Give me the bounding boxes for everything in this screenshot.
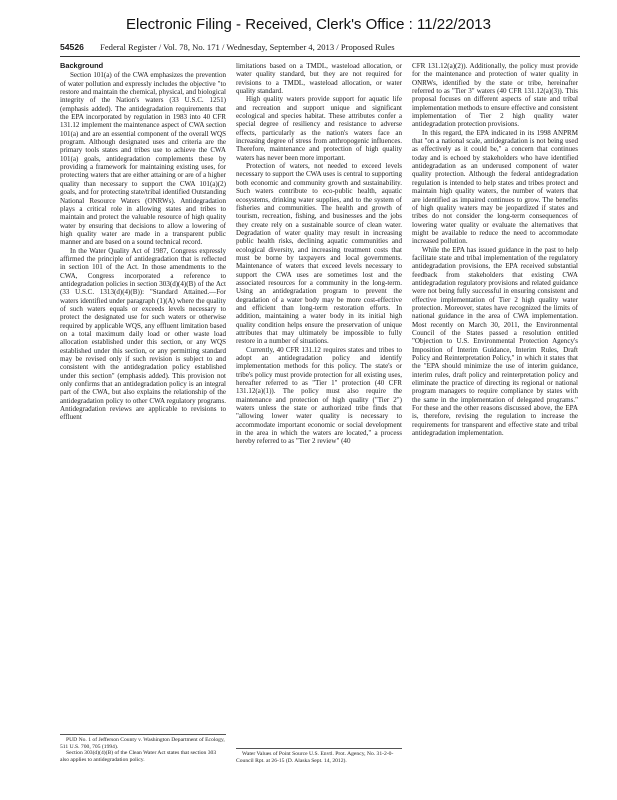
footnotes-column-2	[236, 748, 402, 781]
footnote: Water Values of Point Source U.S. Envtl. Prot. Agency, No. 31-2-0-Council Rpt. at 26-15 (D. Alaska Sept. 14, 2012).	[236, 751, 394, 764]
footnote: PUD No. 1 of Jefferson County v. Washington Department of Ecology, 511 U.S. 700, 705 (1994).	[60, 737, 225, 750]
footnotes-column-1	[60, 734, 226, 785]
running-head: Federal Register / Vol. 78, No. 171 / Wednesday, September 4, 2013 / Proposed Rules	[100, 42, 395, 52]
column-2	[236, 62, 402, 780]
paragraph: In the Water Quality Act of 1987, Congress expressly affirmed the principle of antidegradation that is reflected in section 101 of the Act. In those amendments to the CWA, Congress incorporated a reference to antidegradation policies in section 303(d)(4)(B) of the Act (33 U.S.C. 1313(d)(4)(B)): "Standard Attained.—For waters identified under paragraph (1)(A) where the quality of such waters equals or exceeds levels necessary to protect the designated use for such waters or otherwise required by applicable WQS, any effluent limitation based on a total maximum daily load or other waste load allocation established under this section, or any WQS established under this section, or any permitting standard may be revised only if such revision is subject to and consistent with the antidegradation policy established under this section" (emphasis added). This provision not only confirms that an antidegradation policy is an integral part of the CWA, but also explains the relationship of the antidegradation policy to other CWA regulatory programs. Antidegradation reviews are applicable to revisions to effluent	[60, 246, 226, 422]
footnote: Section 303(d)(4)(B) of the Clean Water Act states that section 303 also applies to antidegradation policy.	[60, 750, 217, 764]
paragraph: In this regard, the EPA indicated in its 1998 ANPRM that "on a national scale, antidegradation is not being used as effectively as it could be," a concern that continues today and is echoed by stakeholders who have identified antidegradation as an underused component of water quality protection. Although the federal antidegradation regulation is intended to help states and tribes protect and maintain high quality waters, the number of waters that are identified as impaired continues to grow. The benefits of high quality waters may be jeopardized if states and tribes do not consider the long-term consequences of lowering water quality or evaluate the alternatives that might be available to reduce the need to accommodate increased pollution.	[412, 128, 578, 246]
paragraph: Protection of waters, not needed to exceed levels necessary to support the CWA uses is central to supporting both economic and community growth and sustainability. Such waters contribute to eco-public health, aquatic ecosystems, drinking water supplies, and to the system of fisheries and communities. The health and growth of tourism, recreation, fishing, and businesses and the jobs they create rely on a sustainable source of clean water. Degradation of water quality may result in increasing public health risks, declining aquatic communities and ecological diversity, and increasing treatment costs that must be borne by taxpayers and local governments. Maintenance of waters that exceed levels necessary to support the CWA uses are sometimes lost and the associated resources for a community in the long-term. Using an antidegradation program to prevent the degradation of a water body may be more cost-effective and efficient than long-term restoration efforts. In addition, maintaining a water body in its initial high quality condition helps ensure the preservation of unique attributes that may ultimately be impossible to fully restore in a number of situations.	[236, 162, 402, 346]
paragraph: CFR 131.12(a)(2)). Additionally, the policy must provide for the maintenance and protection of water quality in ONRWs, identified by the state or tribe, hereinafter referred to as "Tier 3" waters (40 CFR 131.12(a)(3)). This proposal focuses on different aspects of state and tribal implementation methods to ensure effective and consistent implementation of Tier 2 high quality water antidegradation protection provisions.	[412, 62, 578, 129]
column-1	[60, 62, 226, 780]
paragraph: limitations based on a TMDL, wasteload allocation, or water quality standard, but they are not required for revisions to a TMDL, wasteload allocation, or water quality standard.	[236, 62, 402, 96]
paragraph: While the EPA has issued guidance in the past to help facilitate state and tribal implementation of the regulatory antidegradation provisions, the EPA received substantial feedback from stakeholders that existing CWA antidegradation regulatory provisions and related guidance were not being fully successful in ensuring consistent and effective implementation of Tier 2 high quality water protection. Moreover, states have recognized the limits of national guidance in the area of CWA implementation. Most recently on March 30, 2011, the Environmental Council of the States passed a resolution entitled "Objection to U.S. Environmental Protection Agency's Imposition of Interim Guidance, Interim Rules, Draft Policy and Reinterpretation Policy," in which it states that the "EPA should minimize the use of interim guidance, interim rules, draft policy and reinterpretation policy and eliminate the practice of directing its regional or national program managers to require compliance by states with the same in the implementation of delegated programs." For these and the other reasons discussed above, the EPA is, therefore, revising the regulation to increase the requirements for transparent and effective state and tribal antidegradation implementation.	[412, 245, 578, 438]
paragraph: Section 101(a) of the CWA emphasizes the prevention of water pollution and expressly includes the objective "to restore and maintain the chemical, physical, and biological integrity of the Nation's waters (33 U.S.C. 1251) (emphasis added). The antidegradation requirements that the EPA incorporated by regulation in 1983 into 40 CFR 131.12 implement the maintenance aspect of CWA section 101(a) and are an essential component of the overall WQS program. Although designated uses and criteria are the primary tools states and tribes use to achieve the CWA 101(a) goals, antidegradation complements these by providing a framework for maintaining existing uses, for protecting waters that are either attaining or are of a higher quality than necessary to support the CWA 101(a)(2) goals, and for protecting state/tribal identified Outstanding National Resource Waters (ONRWs). Antidegradation plays a critical role in allowing states and tribes to maintain and protect the valuable resource of high quality water by ensuring that decisions to allow a lowering of high quality water are made in a transparent public manner and are based on a sound technical record.	[60, 71, 226, 247]
page-number: 54526	[60, 42, 84, 52]
section-heading: Background	[60, 62, 104, 70]
paragraph: High quality waters provide support for aquatic life and recreation and support unique and significant ecological and species habitat. These attributes confer a special degree of resiliency and resistance to adverse effects, particularly as the nation's waters face an increasing degree of stress from anthropogenic influences. Therefore, maintenance and protection of high quality waters has never been more important.	[236, 95, 402, 162]
column-3	[412, 62, 578, 780]
paragraph: Currently, 40 CFR 131.12 requires states and tribes to adopt an antidegradation policy and identify implementation methods for this policy. The state's or tribe's policy must provide protection for all existing uses, hereafter referred to as "Tier 1" protection (40 CFR 131.12(a)(1)). The policy must also require the maintenance and protection of high quality ("Tier 2") waters unless the state or authorized tribe finds that "allowing lower water quality is necessary to accommodate important economic or social development in the area in which the waters are located," a process hereby referred to as "Tier 2 review" (40	[236, 345, 402, 446]
running-header	[60, 42, 580, 57]
electronic-filing-stamp: Electronic Filing - Received, Clerk's Office : 11/22/2013	[126, 16, 491, 33]
